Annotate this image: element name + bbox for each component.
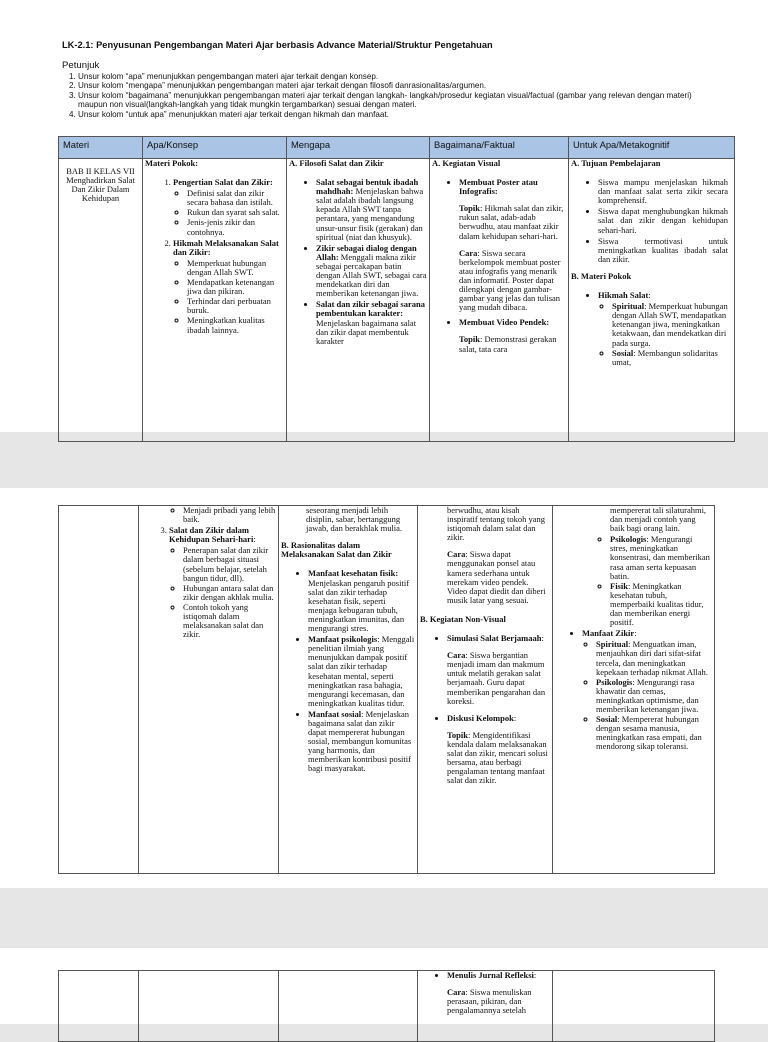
list-item: • Simulasi Salat Berjamaah: Cara: Siswa bergantian menjadi imam dan makmum untuk melatih gerakan salat berjamaah. Guru dapat memberikan pengarahan dan koreksi. [447, 634, 550, 706]
materi-pokok-b-heading: B. Materi Pokok [571, 270, 632, 281]
sub-label: Spiritual [596, 639, 629, 650]
list-item: • Manfaat Zikir: ◦ Spiritual: Menguatkan iman, menjauhkan diri dari sifat-sifat tercela, dan meningkatkan kepekaan terhadap nikmat Allah. ◦ Psikologis: Mengurangi rasa khawatir dan cemas, meningkatkan optimisme, dan memberikan ketenangan jiwa. ◦ Sosial: Mempererat hubungan dengan sesama manusia, meningkatkan rasa empati, dan mendorong sikap toleransi. [582, 629, 712, 751]
item-title: Hikmah Melaksanakan Salat dan Zikir: [173, 237, 279, 257]
list-item [308, 635, 415, 708]
header-untuk-apa: Untuk Apa/Metakognitif [569, 137, 735, 159]
cell-mengapa [279, 971, 418, 1042]
list-item: • Siswa mampu menjelaskan hikmah dan manfaat salat serta zikir secara komprehensif. [598, 178, 728, 205]
item-title: Manfaat psikologis [308, 634, 378, 645]
materi-pokok-heading: Materi Pokok: [145, 158, 199, 168]
cara-paragraph [420, 550, 550, 605]
sub-text: : Memperkuat hubungan dengan Allah SWT, mendapatkan ketenangan jiwa, meningkatkan ketakwaan, dan mendekatkan diri pada surga. [612, 301, 728, 348]
tujuan-list [571, 178, 732, 264]
item-title: Simulasi Salat Berjamaah [447, 633, 542, 644]
sub-item: ◦ Terhindar dari perbuatan buruk. [187, 297, 284, 315]
item-title: Manfaat sosial [308, 708, 362, 719]
item-title: Salat dan Zikir dalam Kehidupan Sehari-hari [169, 525, 254, 545]
continued-text: berwudhu, atau kisah inspiratif tentang tokoh yang istiqomah dalam salat dan zikir. [447, 505, 545, 543]
sub-item: ◦ Contoh tokoh yang istiqomah dalam melaksanakan salat dan zikir. [183, 603, 276, 639]
sub-item [596, 678, 712, 714]
cara-text: : Siswa menuliskan perasaan, pikiran, dan pengalamannya setelah [447, 987, 532, 1016]
cell-materi [59, 971, 139, 1042]
list-item [459, 178, 566, 312]
sub-list [141, 506, 276, 524]
sub-label: Fisik [610, 580, 628, 591]
item-title: Pengertian Salat dan Zikir: [173, 177, 273, 188]
tujuan-heading: A. Tujuan Pembelajaran [571, 158, 661, 168]
topik-paragraph [459, 204, 566, 240]
cell-bagaimana [418, 971, 553, 1042]
header-bagaimana-faktual: Bagaimana/Faktual [430, 137, 569, 159]
cell-untuk-apa [553, 506, 715, 874]
bagaimana-list [420, 971, 550, 1015]
list-item [316, 244, 427, 299]
sub-item: ◦ Menjadi pribadi yang lebih baik. [183, 506, 276, 524]
list-item: • Siswa termotivasi untuk meningkatkan kualitas ibadah salat dan zikir. [598, 237, 728, 264]
petunjuk-item: 1. Unsur kolom “apa” menunjukkan pengembangan materi ajar terkait dengan konsep. [78, 72, 712, 81]
item-text: Menggali makna zikir sebagai percakapan batin dengan Allah SWT, sebagai cara mendekatkan diri dan memberikan ketenangan jiwa. [316, 251, 427, 299]
cara-paragraph [447, 651, 550, 706]
sub-item: ◦ Definisi salat dan zikir secara bahasa dan istilah. [187, 189, 284, 207]
item-text: Menjelaskan bagaimana salat dan zikir dapat membentuk karakter [316, 317, 417, 346]
item-text: Menjelaskan pengaruh positif salat dan zikir terhadap kesehatan fisik, seperti menjaga kebugaran tubuh, meningkatkan imunitas, dan mengurangi stres. [308, 577, 410, 634]
list-item [308, 569, 415, 633]
sub-text: : Meningkatkan kesehatan tubuh, memperbaiki kualitas tidur, dan memberikan energi positif. [610, 580, 704, 628]
petunjuk-item: 4. Unsur kolom “untuk apa” menunjukkan materi ajar terkait dengan hikmah dan manfaat. [78, 110, 712, 119]
item-text: Menjelaskan bahwa salat adalah ibadah langsung kepada Allah SWT tanpa perantara, yang mengandung unsur-unsur fisik (gerakan) dan spiritual (niat dan khusyuk). [316, 186, 424, 242]
sub-text: : Mempererat hubungan dengan sesama manusia, meningkatkan rasa empati, dan mendorong sikap toleransi. [596, 714, 702, 752]
sub-text: : Menguatkan iman, menjauhkan diri dari sifat-sifat tercela, dan meningkatkan kepekaan terhadap nikmat Allah. [596, 639, 708, 677]
cara-text: : Siswa dapat menggunakan ponsel atau kamera sederhana untuk merekam video pendek. Video dapat diedit dan diberi musik latar yang sesuai. [447, 549, 546, 605]
cara-paragraph [447, 988, 550, 1015]
sub-item [596, 715, 712, 751]
petunjuk-item: 3. Unsur kolom “bagaimana” menunjukkan pengembangan materi ajar terkait dengan langkah- langkah/prosedur kegiatan visual/factual (gambar yang relevan dengan materi) maupun non visual(langkah-langkah yang tidak mungkin tergambarkan) sesuai dengan materi. [78, 91, 712, 110]
topik-paragraph [459, 335, 566, 353]
hikmah-list [571, 291, 732, 367]
list-item [173, 178, 284, 237]
list-item [459, 318, 566, 353]
sub-label: Spiritual [612, 301, 645, 312]
sub-list [173, 189, 284, 236]
mengapa-list [289, 178, 427, 346]
topik-label: Topik [459, 334, 480, 345]
cell-mengapa [287, 159, 430, 442]
kegiatan-nonvisual-heading: B. Kegiatan Non-Visual [420, 613, 506, 624]
petunjuk-section [62, 60, 712, 119]
cara-text: : Siswa secara berkelompok membuat poster atau infografis yang menarik dan informatif. Poster dapat dilengkapi dengan gambar-gambar yang jelas dan tulisan yang mudah dibaca. [459, 247, 561, 313]
item-title: Membuat Video Pendek: [459, 317, 550, 328]
item-text: : Menggali penelitian ilmiah yang menunjukkan dampak positif salat dan zikir terhadap kesehatan mental, seperti meningkatkan rasa bahagia, mengurangi kecemasan, dan meningkatkan kualitas tidur. [308, 634, 415, 708]
rasionalitas-heading: B. Rasionalitas dalam Melaksanakan Salat dan Zikir [281, 540, 392, 560]
sub-item [612, 349, 732, 367]
topik-label: Topik [459, 203, 480, 214]
cell-untuk-apa [553, 971, 715, 1042]
cell-apa-konsep [139, 971, 279, 1042]
cara-label: Cara [447, 650, 466, 661]
item-title: Hikmah Salat [598, 290, 649, 301]
sub-label: Sosial [612, 347, 634, 358]
list-item [316, 300, 427, 345]
table-row [59, 159, 735, 442]
item-title: Manfaat kesehatan fisik: [308, 568, 399, 579]
list-item: • Diskusi Kelompok: Topik: Mengidentifikasi kendala dalam melaksanakan salat dan zikir, mencari solusi bersama, atau berbagi pengalaman tentang manfaat salat dan zikir. [447, 714, 550, 786]
cara-label: Cara [459, 247, 478, 258]
continued-text: mempererat tali silaturahmi, dan menjadi contoh yang baik bagi orang lain. [610, 505, 707, 534]
list-item [308, 710, 415, 774]
item-title: Zikir sebagai dialog dengan Allah: [316, 242, 417, 262]
topik-text: : Mengidentifikasi kendala dalam melaksanakan salat dan zikir, mencari solusi bersama, atau berbagi pengalaman tentang manfaat salat dan zikir. [447, 729, 548, 786]
sub-item [596, 640, 712, 676]
materi-table [58, 136, 735, 442]
item-text: : Menjelaskan bagaimana salat dan zikir dapat mempererat hubungan sosial, membangun komunitas yang harmonis, dan memberikan kontribusi positif bagi masyarakat. [308, 708, 412, 774]
sub-item: ◦ Hubungan antara salat dan zikir dengan akhlak mulia. [183, 584, 276, 602]
bagaimana-list [432, 178, 566, 354]
topik-paragraph [447, 731, 550, 786]
sub-item: ◦ Jenis-jenis zikir dan contohnya. [187, 218, 284, 236]
item-title: Membuat Poster atau Infografis: [459, 177, 538, 197]
cara-paragraph [459, 249, 566, 313]
list-item [316, 178, 427, 242]
sub-list [555, 535, 712, 627]
cara-label: Cara [447, 987, 466, 998]
materi-table-continued [58, 970, 715, 1042]
document-title: LK-2.1: Penyusunan Pengembangan Materi Ajar berbasis Advance Material/Struktur Pengetahuan [62, 40, 493, 50]
sub-item: ◦ Memperkuat hubungan dengan Allah SWT. [187, 259, 284, 277]
item-title: Diskusi Kelompok [447, 712, 514, 723]
mengapa-list [281, 569, 415, 773]
sub-item [610, 535, 712, 580]
table-row [59, 971, 715, 1042]
cara-label: Cara [447, 549, 466, 560]
sub-text: : Membangun solidaritas umat, [612, 347, 718, 367]
sub-label: Psikologis [596, 676, 633, 687]
filosofi-heading: A. Filosofi Salat dan Zikir [289, 158, 384, 168]
sub-label: Sosial [596, 714, 618, 725]
item-title: Manfaat Zikir [582, 628, 635, 639]
list-item: • Siswa dapat menghubungkan hikmah salat dan zikir dengan kehidupan sehari-hari. [598, 207, 728, 234]
sub-item: ◦ Rukun dan syarat sah salat. [187, 208, 284, 217]
cell-untuk-apa [569, 159, 735, 442]
list-item: 3. Salat dan Zikir dalam Kehidupan Sehari-hari: ◦ Penerapan salat dan zikir dalam berbagai situasi (sebelum belajar, setelah bangun tidur, dll). ◦ Hubungan antara salat dan zikir dengan akhlak mulia. ◦ Contoh tokoh yang istiqomah dalam melaksanakan salat dan zikir. [169, 526, 276, 639]
bagaimana-list [420, 634, 550, 785]
cell-bagaimana [418, 506, 553, 874]
materi-table-continued [58, 505, 715, 874]
item-title: Salat sebagai bentuk ibadah mahdhah: [316, 177, 419, 197]
apa-list [141, 526, 276, 639]
cell-apa-konsep [143, 159, 287, 442]
header-materi: Materi [59, 137, 143, 159]
cara-text: : Siswa bergantian menjadi imam dan makmum untuk melatih gerakan salat berjamaah. Guru dapat memberikan pengarahan dan koreksi. [447, 650, 546, 706]
sub-item [610, 582, 712, 627]
sub-item: ◦ Penerapan salat dan zikir dalam berbagai situasi (sebelum belajar, setelah bangun tidur, dll). [183, 546, 276, 582]
topik-label: Topik [447, 729, 468, 740]
apa-list [145, 178, 284, 335]
table-row [59, 506, 715, 874]
document-page-1 [0, 0, 768, 432]
header-mengapa: Mengapa [287, 137, 430, 159]
cell-apa-konsep [139, 506, 279, 874]
kegiatan-visual-heading: A. Kegiatan Visual [432, 158, 501, 168]
cell-materi [59, 506, 139, 874]
sub-text: : Mengurangi stres, meningkatkan konsentrasi, dan memberikan rasa aman serta kepuasan batin. [610, 534, 710, 581]
materi-bab-text: BAB II KELAS VII Menghadirkan Salat Dan Zikir Dalam Kehidupan [66, 166, 135, 204]
cell-materi [59, 159, 143, 442]
petunjuk-label: Petunjuk [62, 60, 100, 71]
list-item [173, 239, 284, 335]
sub-list [169, 546, 276, 639]
cell-mengapa [279, 506, 418, 874]
sub-label: Psikologis [610, 534, 647, 545]
table-header-row [59, 137, 735, 159]
petunjuk-list [62, 72, 712, 119]
sub-text: : Mengurangi rasa khawatir dan cemas, meningkatkan optimisme, dan memberikan ketenangan jiwa. [596, 676, 699, 714]
topik-text: : Demonstrasi gerakan salat, tata cara [459, 334, 557, 354]
sub-item [612, 302, 732, 347]
sub-item: ◦ Mendapatkan ketenangan jiwa dan pikiran. [187, 278, 284, 296]
cell-bagaimana [430, 159, 569, 442]
sub-list [173, 259, 284, 335]
continued-text: seseorang menjadi lebih disiplin, sabar, bertanggung jawab, dan berakhlak mulia. [306, 505, 403, 534]
list-item: • Menulis Jurnal Refleksi: Cara: Siswa menuliskan perasaan, pikiran, dan pengalamannya setelah [447, 971, 550, 1015]
item-title: Salat dan zikir sebagai sarana pembentukan karakter: [316, 299, 425, 319]
petunjuk-item: 2. Unsur kolom “mengapa” menunjukkan pengembangan materi ajar terkait dengan filosofi danrasionalitas/argumen. [78, 81, 712, 90]
sub-list [582, 640, 712, 751]
zikir-list [555, 629, 712, 751]
topik-text: : Hikmah salat dan zikir, rukun salat, adab-adab berwudhu, atau manfaat zikir dalam kehidupan sehari-hari. [459, 203, 564, 241]
sub-list [598, 302, 732, 367]
list-item: • Hikmah Salat: ◦ Spiritual: Memperkuat hubungan dengan Allah SWT, mendapatkan ketenangan jiwa, meningkatkan ketakwaan, dan mendekatkan diri pada surga. ◦ Sosial: Membangun solidaritas umat, [598, 291, 732, 367]
item-title: Menulis Jurnal Refleksi [447, 970, 534, 980]
header-apa-konsep: Apa/Konsep [143, 137, 287, 159]
sub-item: ◦ Meningkatkan kualitas ibadah lainnya. [187, 316, 284, 334]
